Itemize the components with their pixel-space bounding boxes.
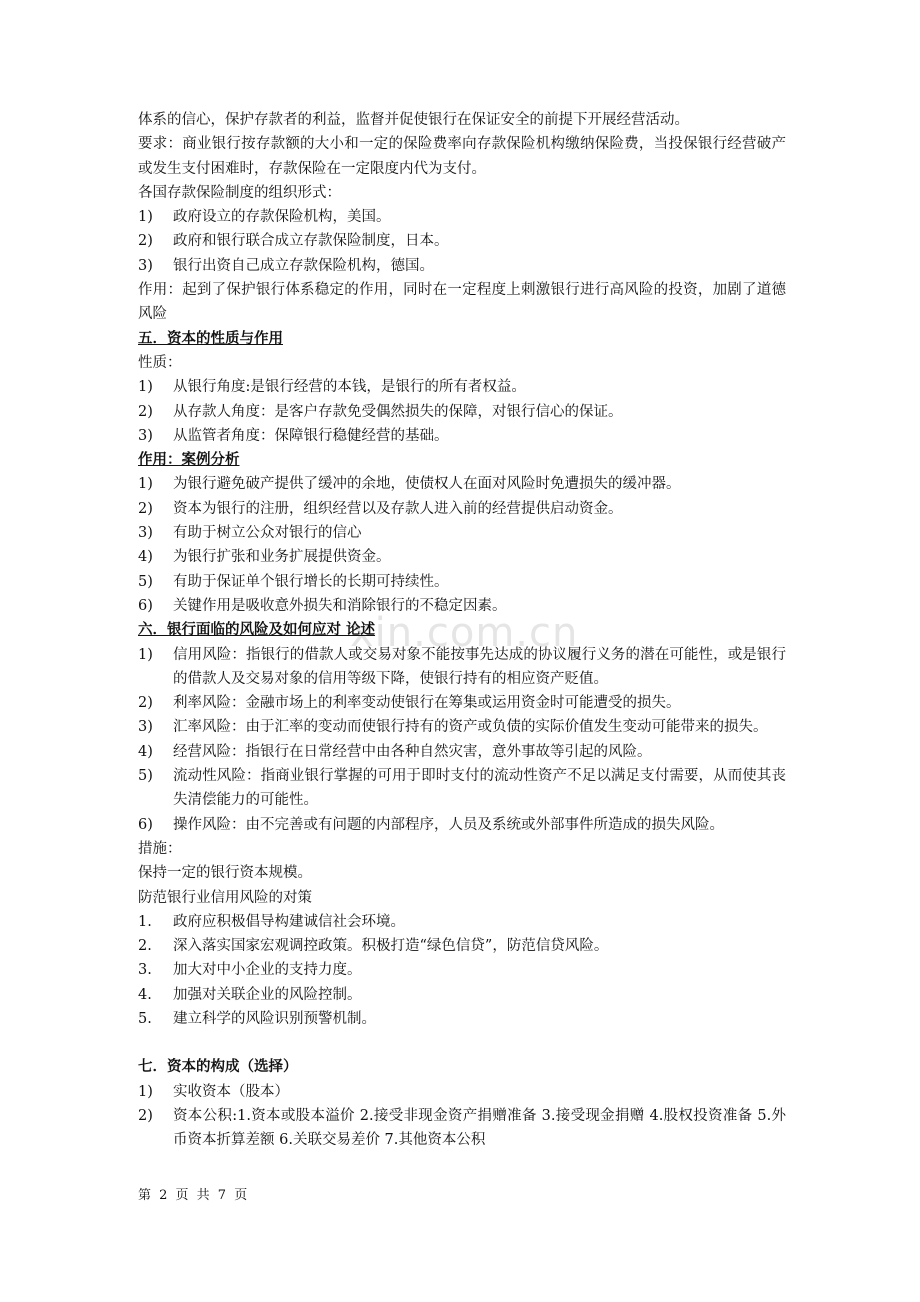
- list-item: 4) 经营风险：指银行在日常经营中由各种自然灾害，意外事故等引起的风险。: [138, 743, 652, 760]
- list-item: 2. 深入落实国家宏观调控政策。积极打造“绿色信贷”，防范信贷风险。: [138, 938, 609, 955]
- measure-1: 保持一定的银行资本规模。: [138, 865, 312, 882]
- section-heading-7: 七．资本的构成（选择）: [138, 1058, 298, 1076]
- credit-risk-title: 防范银行业信用风险的对策: [138, 889, 312, 906]
- list-item: 6) 关键作用是吸收意外损失和消除银行的不稳定因素。: [138, 597, 507, 614]
- section-heading-6: 六．银行面临的风险及如何应对 论述: [138, 621, 376, 639]
- list-item: 3) 汇率风险：由于汇率的变动而使银行持有的资产或负债的实际价值发生变动可能带来的损失。: [138, 719, 768, 736]
- paragraph-org-forms-label: 各国存款保险制度的组织形式：: [138, 184, 341, 201]
- nature-label: 性质：: [138, 354, 182, 371]
- list-item: 3) 银行出资自己成立存款保险机构，德国。: [138, 257, 434, 274]
- list-item: 4) 为银行扩张和业务扩展提供资金。: [138, 549, 391, 566]
- list-item: 1) 从银行角度:是银行经营的本钱，是银行的所有者权益。: [138, 379, 526, 396]
- risks-list: [138, 643, 786, 837]
- list-item: 3) 有助于树立公众对银行的信心: [138, 525, 362, 542]
- document-body: [138, 108, 786, 1152]
- list-item: 3) 从监管者角度：保障银行稳健经营的基础。: [138, 427, 449, 444]
- paragraph-requirements: 要求：商业银行按存款额的大小和一定的保险费率向存款保险机构缴纳保险费，当投保银行经营破产或发生支付困难时，存款保险在一定限度内代为支付。: [138, 136, 786, 177]
- list-item: 6) 操作风险：由不完善或有问题的内部程序，人员及系统或外部事件所造成的损失风险。: [138, 816, 724, 833]
- watermark: xin.com.cn: [350, 610, 579, 656]
- list-item: 5) 有助于保证单个银行增长的长期可持续性。: [138, 573, 449, 590]
- list-item: 1) 政府设立的存款保险机构，美国。: [138, 209, 391, 226]
- role-heading: 作用：案例分析: [138, 451, 240, 469]
- list-item: 2) 资本为银行的注册，组织经营以及存款人进入前的经营提供启动资金。: [138, 500, 623, 517]
- list-item: 3. 加大对中小企业的支持力度。: [138, 962, 362, 979]
- list-item: 2) 资本公积:1.资本或股本溢价 2.接受非现金资产捐赠准备 3.接受现金捐赠 4.股权投资准备 5.外币资本折算差额 6.关联交易差价 7.其他资本公积: [138, 1107, 786, 1149]
- list-item: 1) 信用风险：指银行的借款人或交易对象不能按事先达成的协议履行义务的潜在可能性，或是银行的借款人及交易对象的信用等级下降，使银行持有的相应资产贬值。: [138, 646, 786, 687]
- roles-list: [138, 472, 786, 618]
- measures-label: 措施：: [138, 840, 182, 857]
- nature-list: [138, 375, 786, 448]
- list-item: 5. 建立科学的风险识别预警机制。: [138, 1010, 376, 1027]
- composition-list: [138, 1080, 786, 1153]
- list-item: 1. 政府应积极倡导构建诚信社会环境。: [138, 913, 405, 930]
- list-item: 2) 从存款人角度：是客户存款免受偶然损失的保障，对银行信心的保证。: [138, 403, 623, 420]
- list-item: 5) 流动性风险：指商业银行掌握的可用于即时支付的流动性资产不足以满足支付需要，从而使其丧失清偿能力的可能性。: [138, 768, 786, 809]
- org-forms-list: [138, 205, 786, 278]
- spacer: [138, 1031, 786, 1055]
- credit-list: [138, 910, 786, 1031]
- list-item: 1) 为银行避免破产提供了缓冲的余地，使债权人在面对风险时免遭损失的缓冲器。: [138, 476, 681, 493]
- section-heading-5: 五．资本的性质与作用: [138, 329, 283, 347]
- list-item: 4. 加强对关联企业的风险控制。: [138, 986, 362, 1003]
- list-item: 2) 利率风险：金融市场上的利率变动使银行在筹集或运用资金时可能遭受的损失。: [138, 695, 681, 712]
- list-item: 1) 实收资本（股本）: [138, 1083, 289, 1100]
- page-footer: 第 2 页 共 7 页: [138, 1188, 250, 1203]
- paragraph-function: 作用：起到了保护银行体系稳定的作用，同时在一定程度上刺激银行进行高风险的投资，加剧了道德风险: [138, 282, 786, 323]
- list-item: 2) 政府和银行联合成立存款保险制度，日本。: [138, 233, 449, 250]
- paragraph-1: 体系的信心，保护存款者的利益，监督并促使银行在保证安全的前提下开展经营活动。: [138, 112, 689, 128]
